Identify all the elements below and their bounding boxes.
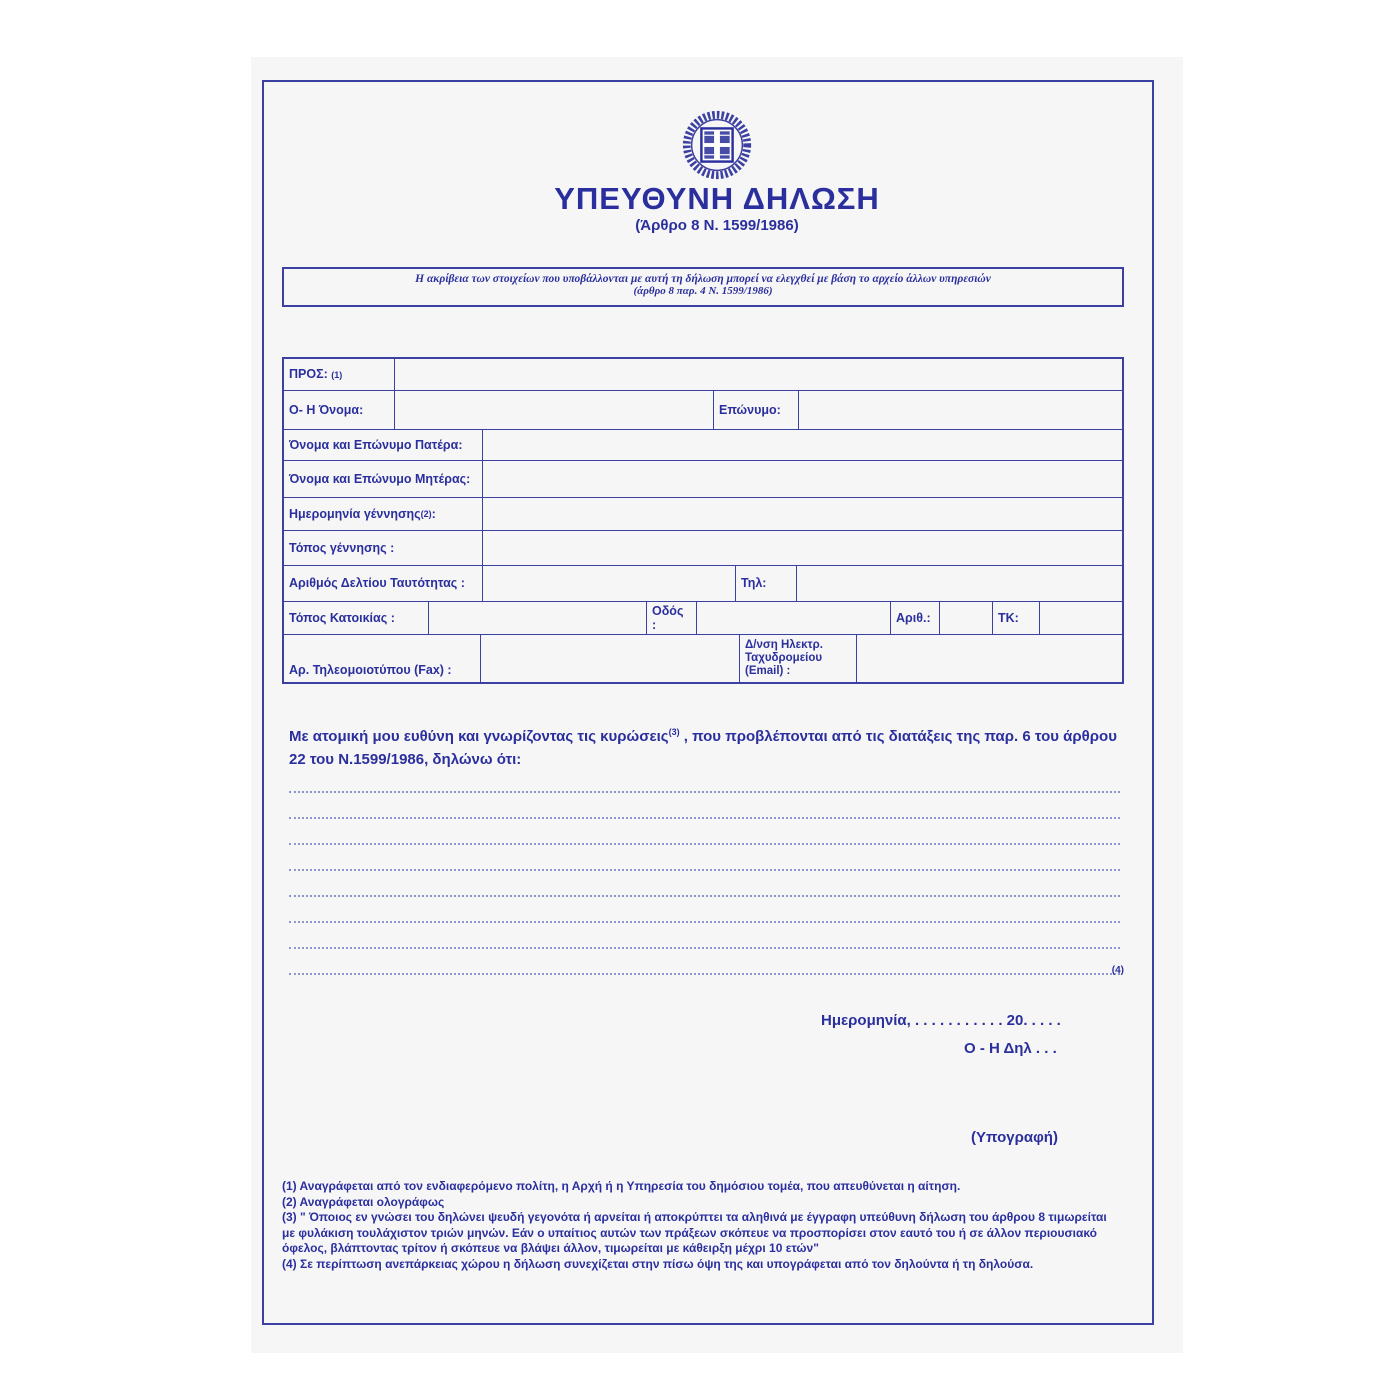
birth-place-label: Τόπος γέννησης : xyxy=(289,540,395,555)
declaration-write-line[interactable] xyxy=(289,845,1120,871)
footnote-4: (4) Σε περίπτωση ανεπάρκειας χώρου η δήλωση συνεχίζεται στην πίσω όψη της και υπογράφεται από τον δηλούντα ή τη δηλούσα. xyxy=(282,1256,1034,1271)
footnote-1: (1) Αναγράφεται από τον ενδιαφερόμενο πολίτη, η Αρχή ή η Υπηρεσία του δημόσιου τομέα, που απευθύνεται η αίτηση. xyxy=(282,1179,961,1193)
street-number-label: Αριθ.: xyxy=(890,602,939,634)
form-row-mother xyxy=(284,460,1122,497)
declaration-write-line[interactable] xyxy=(289,923,1120,949)
id-number-input[interactable] xyxy=(482,566,735,601)
declaration-write-line[interactable] xyxy=(289,767,1120,793)
continuation-footnote-marker: (4) xyxy=(1111,965,1124,976)
surname-input[interactable] xyxy=(798,391,1122,429)
declaration-form-sheet xyxy=(251,57,1183,1353)
father-name-label: Όνομα και Επώνυμο Πατέρα: xyxy=(289,437,463,452)
greek-coat-of-arms-icon xyxy=(678,105,756,190)
form-row-fax-email xyxy=(284,634,1122,682)
accuracy-notice-line2: (άρθρο 8 παρ. 4 Ν. 1599/1986) xyxy=(633,285,773,297)
personal-details-table xyxy=(282,357,1124,684)
postal-code-input[interactable] xyxy=(1039,602,1122,634)
mother-name-input[interactable] xyxy=(482,461,1122,497)
form-row-name xyxy=(284,390,1122,429)
declaration-write-line[interactable] xyxy=(289,793,1120,819)
page-title: ΥΠΕΥΘΥΝΗ ΔΗΛΩΣΗ xyxy=(554,181,880,216)
declaration-write-area xyxy=(289,767,1124,976)
fax-label: Αρ. Τηλεομοιοτύπου (Fax) : xyxy=(289,662,452,677)
footnote-2: (2) Αναγράφεται ολογράφως xyxy=(282,1194,445,1209)
form-row-residence xyxy=(284,601,1122,634)
phone-input[interactable] xyxy=(796,566,1122,601)
footnotes-block xyxy=(282,1179,1122,1272)
residence-label: Τόπος Κατοικίας : xyxy=(289,610,395,625)
phone-label: Τηλ: xyxy=(735,566,796,601)
residence-input[interactable] xyxy=(428,602,646,634)
pros-label: ΠΡΟΣ: (1) xyxy=(289,367,343,382)
accuracy-notice-box xyxy=(282,267,1124,307)
first-name-input[interactable] xyxy=(394,391,713,429)
declaration-write-line[interactable] xyxy=(289,819,1120,845)
date-fill-line[interactable]: Ημερομηνία, . . . . . . . . . . . 20. . . . . xyxy=(821,1012,1061,1029)
page-subtitle: (Άρθρο 8 Ν. 1599/1986) xyxy=(635,217,799,234)
form-row-birthdate xyxy=(284,497,1122,530)
postal-code-label: ΤΚ: xyxy=(992,602,1039,634)
street-input[interactable] xyxy=(696,602,890,634)
email-input[interactable] xyxy=(856,635,1122,682)
street-number-input[interactable] xyxy=(939,602,992,634)
declarant-fill-line[interactable]: Ο - Η Δηλ . . . xyxy=(964,1040,1057,1057)
street-label: Οδός : xyxy=(646,602,696,634)
signature-label: (Υπογραφή) xyxy=(971,1129,1058,1146)
birth-date-input[interactable] xyxy=(482,498,1122,530)
form-row-idnumber xyxy=(284,565,1122,601)
form-row-father xyxy=(284,429,1122,460)
surname-label: Επώνυμο: xyxy=(713,391,798,429)
footnote-3: (3) " Όποιος εν γνώσει του δηλώνει ψευδή γεγονότα ή αρνείται ή αποκρύπτει τα αληθινά με έγγραφη υπεύθυνη δήλωση του άρθρου 8 τιμωρείται με φυλάκιση τουλάχιστον τριών μηνών. Εάν ο υπαίτιος αυτών των πράξεων σκόπευε να προσπορίσει στον εαυτό του ή σε άλλον περιουσιακό όφελος, βλάπτοντας τρίτον ή σκόπευε να βλάψει άλλον, τιμωρείται με κάθειρξη μέχρι 10 ετών" xyxy=(282,1210,1107,1255)
birth-date-label: Ημερομηνία γέννησης (2) : xyxy=(289,506,436,521)
declaration-write-line[interactable] xyxy=(289,871,1120,897)
id-number-label: Αριθμός Δελτίου Ταυτότητας : xyxy=(289,576,465,591)
email-label: Δ/νση Ηλεκτρ. Ταχυδρομείου (Email) : xyxy=(739,635,856,682)
form-row-pros xyxy=(284,359,1122,390)
first-name-label: Ο- Η Όνομα: xyxy=(289,402,364,417)
accuracy-notice-line1: Η ακρίβεια των στοιχείων που υποβάλλονται με αυτή τη δήλωση μπορεί να ελεγχθεί με βάση το αρχείο άλλων υπηρεσιών xyxy=(415,273,991,285)
declaration-write-line[interactable] xyxy=(289,897,1120,923)
declaration-intro: Με ατομική μου ευθύνη και γνωρίζοντας τις κυρώσεις$^{(3)}$ , που προβλέπονται από τις διατάξεις της παρ. 6 του άρθρου 22 του Ν.1599/1986, δηλώνω ότι: xyxy=(289,727,1117,768)
form-row-birthplace xyxy=(284,530,1122,565)
fax-input[interactable] xyxy=(480,635,739,682)
birth-place-input[interactable] xyxy=(482,531,1122,565)
pros-input[interactable] xyxy=(394,359,1122,390)
father-name-input[interactable] xyxy=(482,430,1122,460)
mother-name-label: Όνομα και Επώνυμο Μητέρας: xyxy=(289,471,471,486)
declaration-write-line[interactable] xyxy=(289,949,1124,976)
